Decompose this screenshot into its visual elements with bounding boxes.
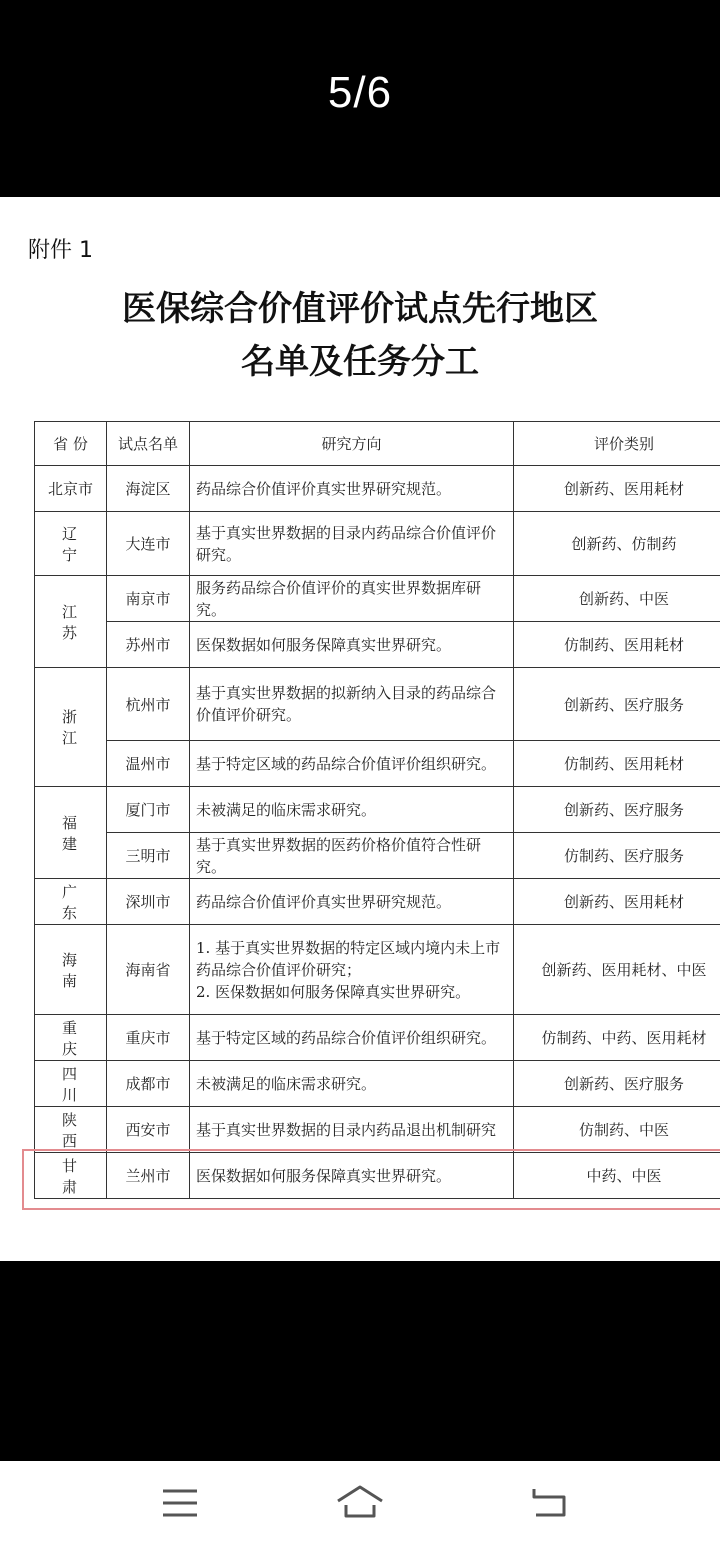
province-cell: 北京市 xyxy=(35,466,107,512)
province-cell: 浙 江 xyxy=(35,668,107,787)
city-cell: 西安市 xyxy=(107,1107,190,1153)
province-cell: 海 南 xyxy=(35,925,107,1015)
table-header-row xyxy=(35,422,720,466)
page-counter: 5/6 xyxy=(327,68,393,117)
table-row xyxy=(35,466,720,512)
highlight-box xyxy=(22,1149,720,1210)
table-row xyxy=(35,1107,720,1153)
table-row xyxy=(35,576,720,622)
table-row xyxy=(35,1015,720,1061)
province-cell: 广 东 xyxy=(35,879,107,925)
city-cell: 成都市 xyxy=(107,1061,190,1107)
city-cell: 兰州市 xyxy=(107,1153,190,1199)
table-row xyxy=(35,741,720,787)
direction-cell: 未被满足的临床需求研究。 xyxy=(190,1061,514,1107)
city-cell: 海淀区 xyxy=(107,466,190,512)
city-cell: 厦门市 xyxy=(107,787,190,833)
category-cell: 仿制药、中医 xyxy=(514,1107,720,1153)
city-cell: 苏州市 xyxy=(107,622,190,668)
attachment-label: 附件 1 xyxy=(28,238,93,263)
home-icon xyxy=(330,1483,390,1523)
city-cell: 杭州市 xyxy=(107,668,190,741)
city-cell: 深圳市 xyxy=(107,879,190,925)
table-row xyxy=(35,668,720,741)
direction-cell: 未被满足的临床需求研究。 xyxy=(190,787,514,833)
category-cell: 创新药、医用耗材 xyxy=(514,466,720,512)
province-cell: 江 苏 xyxy=(35,576,107,668)
title-line-1: 医保综合价值评价试点先行地区 xyxy=(122,289,598,329)
table-row xyxy=(35,925,720,1015)
category-cell: 仿制药、中药、医用耗材 xyxy=(514,1015,720,1061)
title-line-2: 名单及任务分工 xyxy=(241,342,479,382)
city-cell: 温州市 xyxy=(107,741,190,787)
category-cell: 仿制药、医用耗材 xyxy=(514,622,720,668)
direction-cell: 药品综合价值评价真实世界研究规范。 xyxy=(190,879,514,925)
direction-cell: 基于真实世界数据的目录内药品退出机制研究 xyxy=(190,1107,514,1153)
direction-cell: 基于真实世界数据的目录内药品综合价值评价研究。 xyxy=(190,512,514,576)
city-cell: 南京市 xyxy=(107,576,190,622)
header-category: 评价类别 xyxy=(514,422,720,466)
menu-icon xyxy=(150,1483,210,1523)
table-row xyxy=(35,622,720,668)
category-cell: 仿制药、医疗服务 xyxy=(514,833,720,879)
pilot-table xyxy=(34,421,720,1199)
header-direction: 研究方向 xyxy=(190,422,514,466)
city-cell: 大连市 xyxy=(107,512,190,576)
province-cell: 重 庆 xyxy=(35,1015,107,1061)
back-icon xyxy=(520,1483,580,1523)
direction-item: 1. 基于真实世界数据的特定区域内境内未上市药品综合价值评价研究； xyxy=(196,938,501,979)
city-cell: 重庆市 xyxy=(107,1015,190,1061)
direction-cell: 医保数据如何服务保障真实世界研究。 xyxy=(190,1153,514,1199)
province-cell: 陕 西 xyxy=(35,1107,107,1153)
table-row xyxy=(35,512,720,576)
document-title xyxy=(0,283,720,389)
back-button[interactable] xyxy=(520,1483,580,1523)
city-cell: 海南省 xyxy=(107,925,190,1015)
direction-cell: 基于特定区域的药品综合价值评价组织研究。 xyxy=(190,741,514,787)
category-cell: 仿制药、医用耗材 xyxy=(514,741,720,787)
category-cell: 中药、中医 xyxy=(514,1153,720,1199)
home-button[interactable] xyxy=(330,1483,390,1523)
table-row xyxy=(35,787,720,833)
category-cell: 创新药、仿制药 xyxy=(514,512,720,576)
header-city: 试点名单 xyxy=(107,422,190,466)
menu-button[interactable] xyxy=(150,1483,210,1523)
header-province: 省 份 xyxy=(35,422,107,466)
city-cell: 三明市 xyxy=(107,833,190,879)
table-row xyxy=(35,833,720,879)
navigation-bar xyxy=(0,1461,720,1544)
province-cell: 辽 宁 xyxy=(35,512,107,576)
direction-item: 2. 医保数据如何服务保障真实世界研究。 xyxy=(196,982,471,1001)
category-cell: 创新药、医疗服务 xyxy=(514,1061,720,1107)
direction-cell: 医保数据如何服务保障真实世界研究。 xyxy=(190,622,514,668)
province-cell: 四 川 xyxy=(35,1061,107,1107)
province-cell: 福 建 xyxy=(35,787,107,879)
province-cell: 甘 肃 xyxy=(35,1153,107,1199)
direction-cell xyxy=(190,925,514,1015)
category-cell: 创新药、医用耗材 xyxy=(514,879,720,925)
category-cell: 创新药、中医 xyxy=(514,576,720,622)
direction-cell: 基于真实世界数据的医药价格价值符合性研究。 xyxy=(190,833,514,879)
direction-cell: 基于真实世界数据的拟新纳入目录的药品综合价值评价研究。 xyxy=(190,668,514,741)
direction-cell: 服务药品综合价值评价的真实世界数据库研究。 xyxy=(190,576,514,622)
category-cell: 创新药、医疗服务 xyxy=(514,668,720,741)
category-cell: 创新药、医疗服务 xyxy=(514,787,720,833)
direction-cell: 基于特定区域的药品综合价值评价组织研究。 xyxy=(190,1015,514,1061)
document-page xyxy=(0,197,720,1261)
table-row xyxy=(35,879,720,925)
direction-cell: 药品综合价值评价真实世界研究规范。 xyxy=(190,466,514,512)
category-cell: 创新药、医用耗材、中医 xyxy=(514,925,720,1015)
table-row xyxy=(35,1061,720,1107)
